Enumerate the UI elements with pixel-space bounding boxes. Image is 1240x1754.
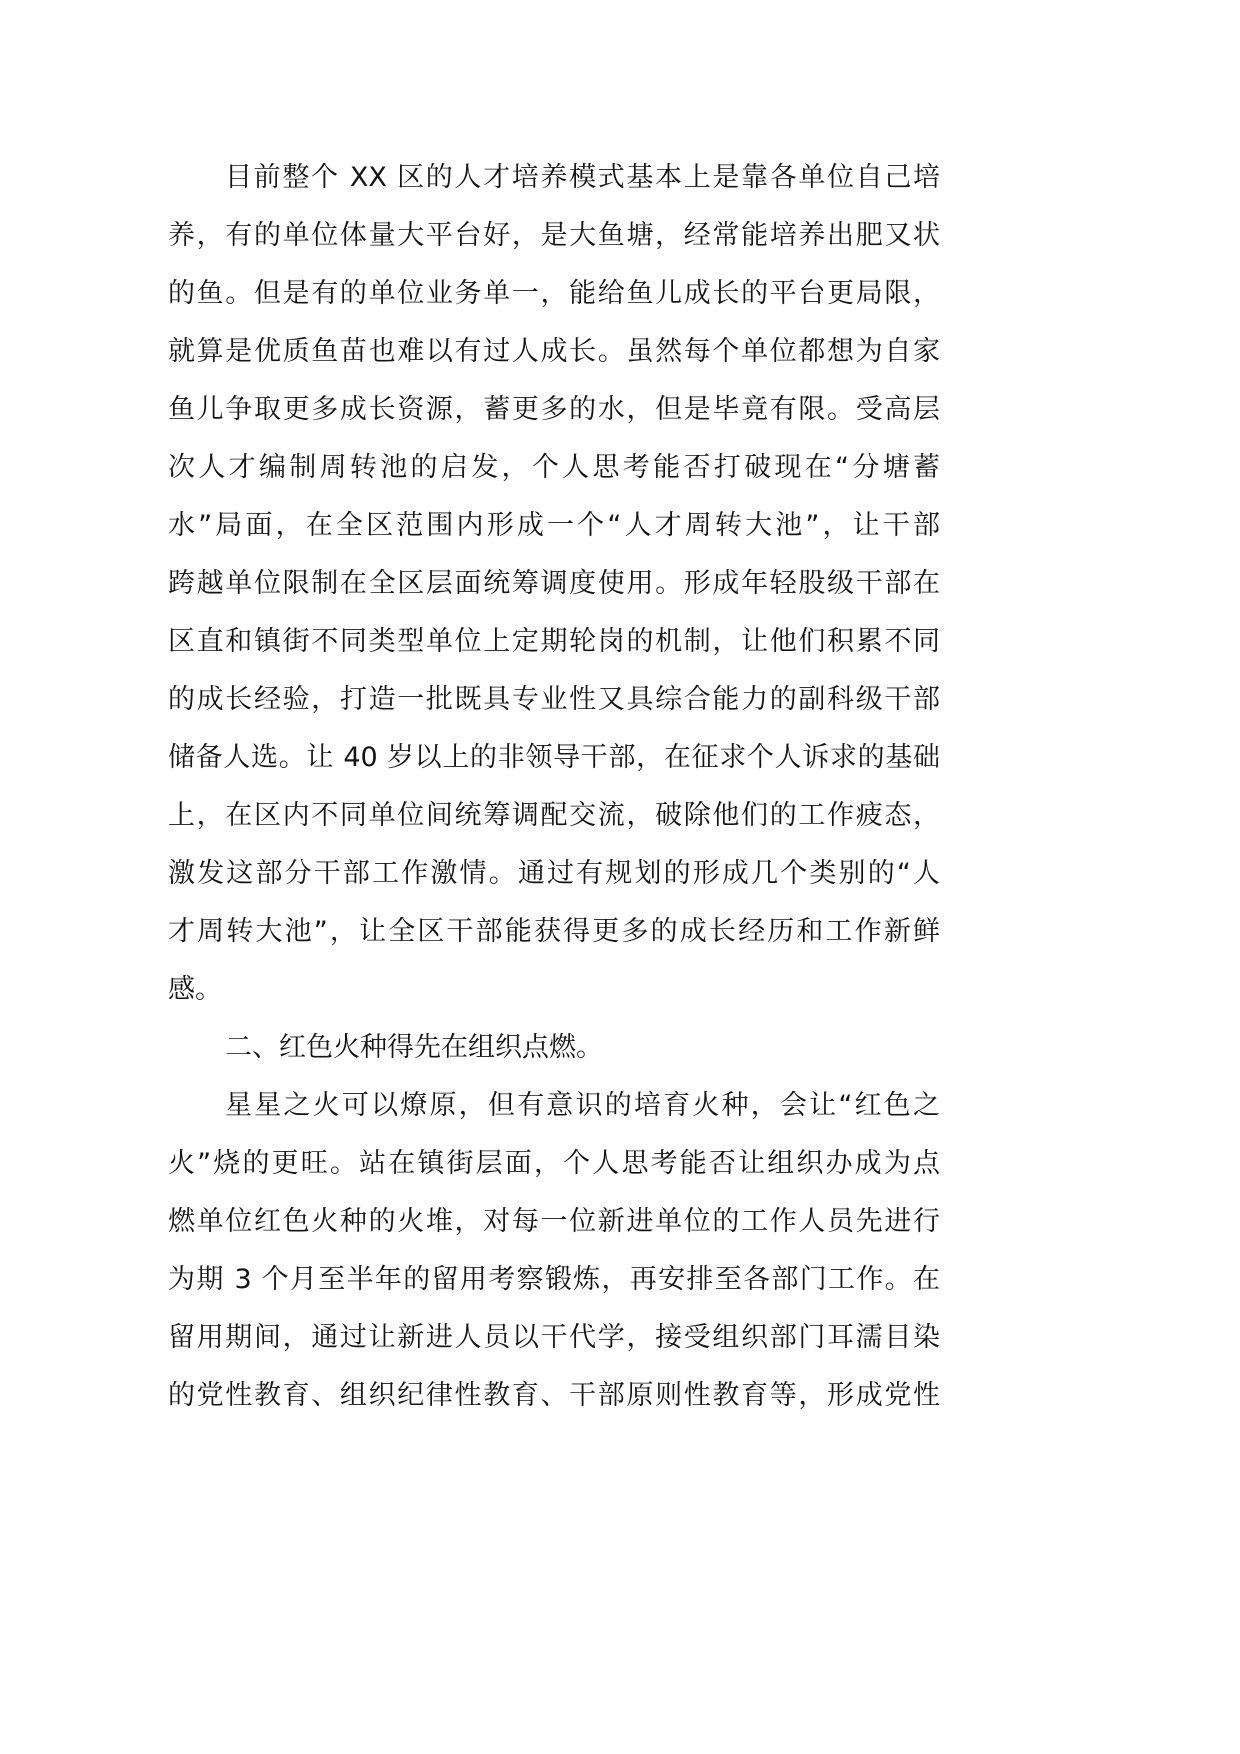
section-heading xyxy=(168,1019,940,1077)
text-line: 区直和镇街不同类型单位上定期轮岗的机制，让他们积累不同 xyxy=(168,626,940,657)
text-line: 上，在区内不同单位间统筹调配交流，破除他们的工作疲态， xyxy=(168,800,940,831)
text-line: 激发这部分干部工作激情。通过有规划的形成几个类别的“人 xyxy=(168,858,940,889)
text-line: 留用期间，通过让新进人员以干代学，接受组织部门耳濡目染 xyxy=(168,1322,940,1353)
text-line: 的成长经验，打造一批既具专业性又具综合能力的副科级干部 xyxy=(168,684,940,715)
text-line: 星星之火可以燎原，但有意识的培育火种，会让“红色之 xyxy=(225,1090,940,1121)
text-line: 为期 3 个月至半年的留用考察锻炼，再安排至各部门工作。在 xyxy=(168,1264,940,1295)
text-line: 储备人选。让 40 岁以上的非领导干部，在征求个人诉求的基础 xyxy=(168,742,940,773)
text-line: 鱼儿争取更多成长资源，蓄更多的水，但是毕竟有限。受高层 xyxy=(168,394,940,425)
text-line: 感。 xyxy=(168,974,222,1005)
text-line: 养，有的单位体量大平台好，是大鱼塘，经常能培养出肥又状 xyxy=(168,220,940,251)
text-line: 火”烧的更旺。站在镇街层面，个人思考能否让组织办成为点 xyxy=(168,1148,940,1179)
text-line: 就算是优质鱼苗也难以有过人成长。虽然每个单位都想为自家 xyxy=(168,336,940,367)
text-line: 的鱼。但是有的单位业务单一，能给鱼儿成长的平台更局限， xyxy=(168,278,940,309)
text-line: 的党性教育、组织纪律性教育、干部原则性教育等，形成党性 xyxy=(168,1380,940,1411)
body-text xyxy=(168,149,940,1425)
text-line: 水”局面，在全区范围内形成一个“人才周转大池”，让干部 xyxy=(168,510,940,541)
text-line: 目前整个 XX 区的人才培养模式基本上是靠各单位自己培 xyxy=(225,162,940,193)
paragraph-talent-pool xyxy=(168,149,940,1019)
text-line: 次人才编制周转池的启发，个人思考能否打破现在“分塘蓄 xyxy=(168,452,940,483)
text-line: 才周转大池”，让全区干部能获得更多的成长经历和工作新鲜 xyxy=(168,916,940,947)
text-line: 燃单位红色火种的火堆，对每一位新进单位的工作人员先进行 xyxy=(168,1206,940,1237)
paragraph-red-spark xyxy=(168,1077,940,1425)
text-line: 跨越单位限制在全区层面统筹调度使用。形成年轻股级干部在 xyxy=(168,568,940,599)
heading-line: 二、红色火种得先在组织点燃。 xyxy=(225,1032,603,1063)
